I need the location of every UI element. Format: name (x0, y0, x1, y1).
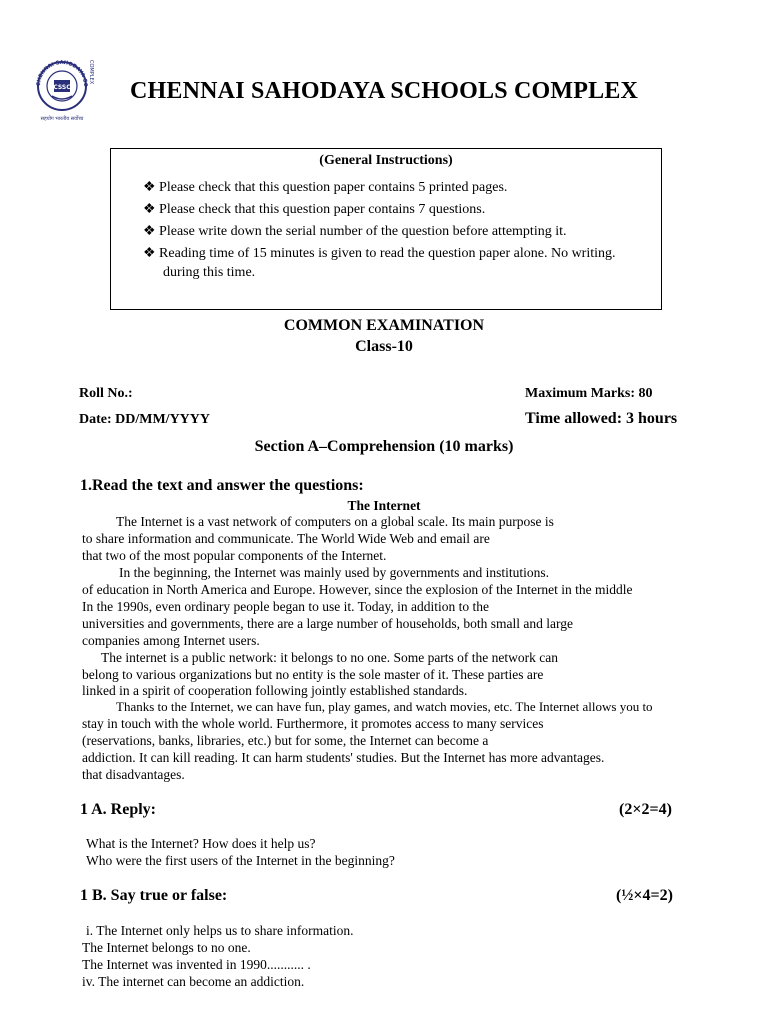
passage-line: stay in touch with the whole world. Furthermore, it promotes access to many services (82, 716, 544, 731)
passage-line: addiction. It can kill reading. It can harm students' studies. But the Internet has more advantages. (82, 750, 605, 765)
passage-line: Thanks to the Internet, we can have fun, play games, and watch movies, etc. The Internet allows you to (116, 699, 653, 714)
general-instructions-box (110, 148, 662, 310)
question-item: The Internet belongs to no one. (82, 940, 251, 955)
date-label: Date: DD/MM/YYYY (79, 412, 211, 427)
passage-line: companies among Internet users. (82, 633, 260, 648)
question-1b-heading: 1 B. Say true or false: (80, 887, 228, 904)
roll-no-label: Roll No.: (79, 386, 133, 401)
instruction-item: ❖ Reading time of 15 minutes is given to read the question paper alone. No writing. (143, 246, 616, 261)
question-item: The Internet was invented in 1990........... . (82, 957, 311, 972)
passage-line: that two of the most popular components of the Internet. (82, 548, 387, 563)
passage-line: The internet is a public network: it belongs to no one. Some parts of the network can (101, 650, 559, 665)
passage-line: that disadvantages. (82, 767, 185, 782)
time-allowed: Time allowed: 3 hours (525, 410, 678, 427)
exam-title: COMMON EXAMINATION (283, 317, 485, 334)
instruction-item: ❖ Please write down the serial number of the question before attempting it. (143, 224, 567, 239)
maximum-marks: Maximum Marks: 80 (525, 386, 653, 401)
passage-line: In the beginning, the Internet was mainly used by governments and institutions. (119, 565, 550, 580)
question-item: What is the Internet? How does it help us? (86, 836, 316, 851)
question-item: iv. The internet can become an addiction. (82, 974, 305, 989)
passage-line: linked in a spirit of cooperation following jointly established standards. (82, 683, 468, 698)
question-item: Who were the first users of the Internet in the beginning? (86, 853, 395, 868)
school-title: CHENNAI SAHODAYA SCHOOLS COMPLEX (130, 78, 639, 104)
question-1b-marks: (½×4=2) (616, 887, 673, 904)
logo-motto: सहयोग भारतीय सर्वोच्च (40, 116, 84, 122)
question-item: i. The Internet only helps us to share information. (86, 923, 354, 938)
question-1-heading: 1.Read the text and answer the questions: (80, 477, 364, 494)
passage-line: universities and governments, there are a large number of households, both small and large (82, 616, 573, 631)
instructions-heading: (General Instructions) (319, 153, 453, 168)
question-1a-heading: 1 A. Reply: (80, 801, 156, 818)
passage-line: The Internet is a vast network of computers on a global scale. Its main purpose is (116, 514, 554, 529)
passage-line: to share information and communicate. The World Wide Web and email are (82, 531, 490, 546)
instruction-item: ❖ Please check that this question paper contains 5 printed pages. (143, 180, 508, 195)
passage-line: In the 1990s, even ordinary people began to use it. Today, in addition to the (82, 599, 489, 614)
question-1a-marks: (2×2=4) (619, 801, 672, 818)
school-logo (32, 56, 94, 122)
exam-class: Class-10 (355, 338, 413, 355)
passage-line: belong to various organizations but no entity is the sole master of it. These parties are (82, 667, 544, 682)
instruction-item: ❖ Please check that this question paper contains 7 questions. (143, 202, 486, 217)
svg-text:CSSC: CSSC (53, 84, 71, 91)
passage-line: of education in North America and Europe. However, since the explosion of the Internet in the middle (82, 582, 633, 597)
svg-text:COMPLEX: COMPLEX (88, 60, 94, 85)
passage-line: (reservations, banks, libraries, etc.) but for some, the Internet can become a (82, 733, 489, 748)
logo-arc-text: CHENNAI SAHODAYA SC (35, 59, 89, 87)
section-heading: Section A–Comprehension (10 marks) (254, 438, 514, 455)
instruction-continuation: during this time. (163, 265, 256, 280)
passage-title: The Internet (347, 498, 421, 513)
